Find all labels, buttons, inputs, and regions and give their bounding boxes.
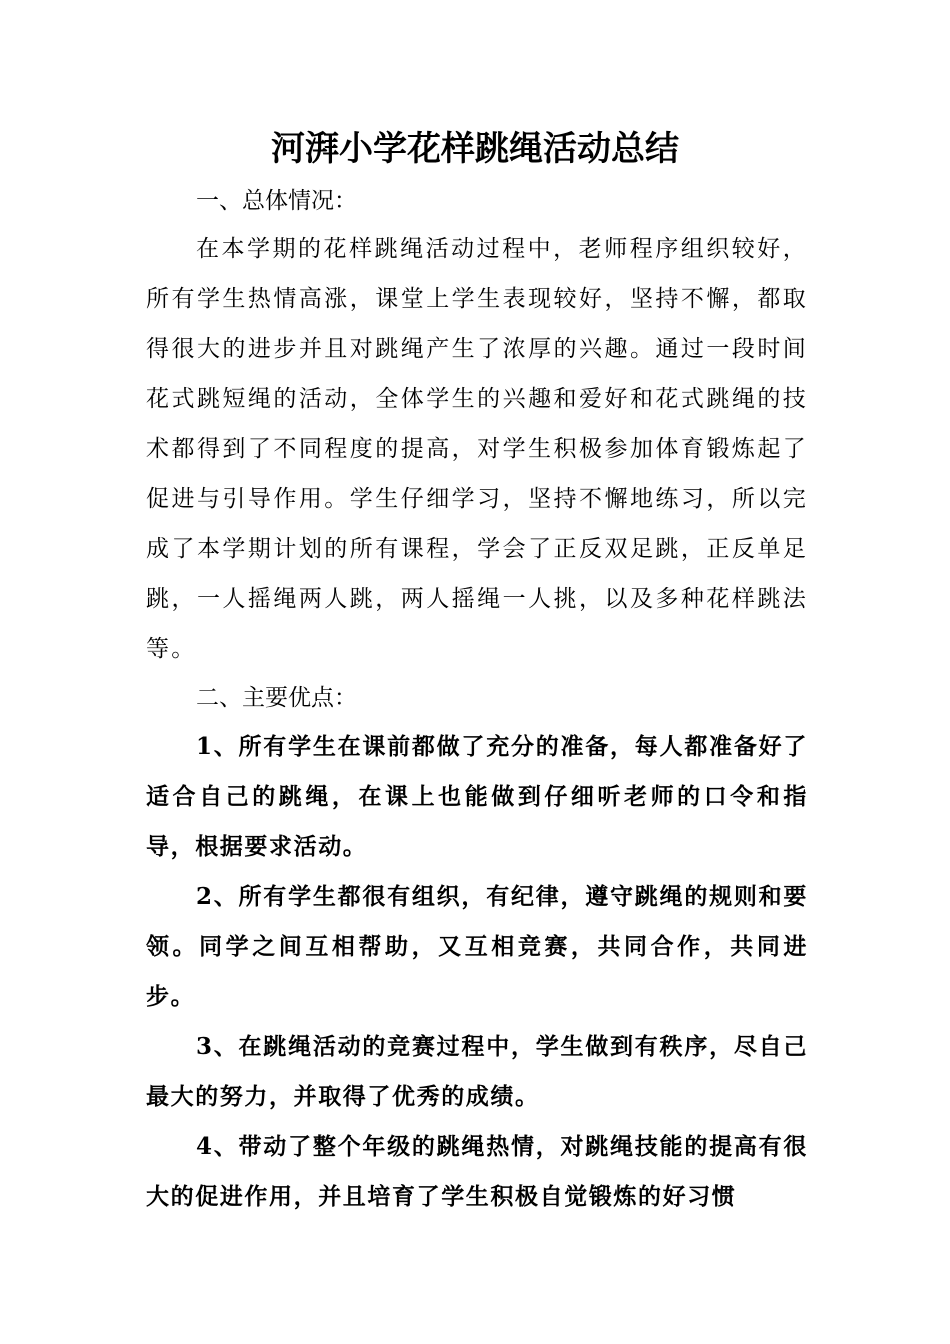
overview-paragraph: 在本学期的花样跳绳活动过程中，老师程序组织较好，所有学生热情高涨，课堂上学生表现较好，坚持不懈，都取得很大的进步并且对跳绳产生了浓厚的兴趣。通过一段时间花式跳短绳的活动，全体学生的兴趣和爱好和花式跳绳的技术都得到了不同程度的提高，对学生积极参加体育锻炼起了促进与引导作用。学生仔细学习，坚持不懈地练习，所以完成了本学期计划的所有课程，学会了正反双足跳，正反单足跳，一人摇绳两人跳，两人摇绳一人挑，以及多种花样跳法等。 xyxy=(146,236,808,662)
section-heading-overview: 一、总体情况： xyxy=(196,188,357,214)
section-heading-advantages: 二、主要优点： xyxy=(196,685,357,711)
document-title: 河湃小学花样跳绳活动总结 xyxy=(271,129,679,169)
advantage-point-3: 3、在跳绳活动的竞赛过程中，学生做到有秩序，尽自己最大的努力，并取得了优秀的成绩。 xyxy=(146,1033,808,1110)
advantage-point-1: 1、所有学生在课前都做了充分的准备，每人都准备好了适合自己的跳绳，在课上也能做到仔细听老师的口令和指导，根据要求活动。 xyxy=(146,733,808,860)
advantage-point-4: 4、带动了整个年级的跳绳热情，对跳绳技能的提高有很大的促进作用，并且培育了学生积极自觉锻炼的好习惯 xyxy=(146,1133,808,1210)
advantage-point-2: 2、所有学生都很有组织，有纪律，遵守跳绳的规则和要领。同学之间互相帮助，又互相竞赛，共同合作，共同进步。 xyxy=(146,883,808,1010)
